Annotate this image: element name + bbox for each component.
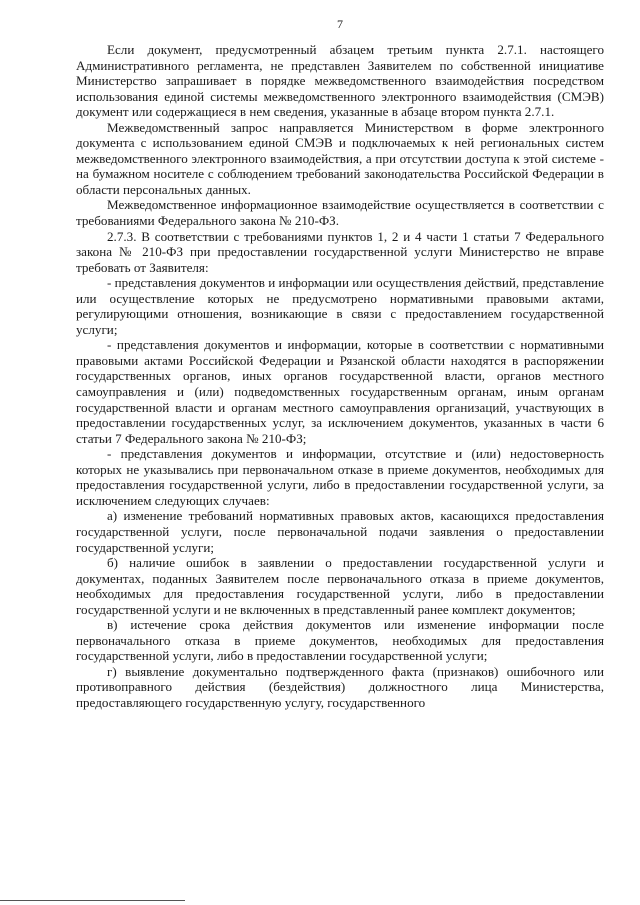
list-item-documents-in-possession: - представления документов и информации, которые в соответствии с нормативными правовыми актами Российской Федерации и Рязанской области находятся в распоряжении государственных органов, иных органов государственной власти, органов местного самоуправления и (или) подведомственных государственным органам, иным органам государственной власти и органам местного самоуправления организаций, участвующих в предоставлении государственных услуг, за исключением документов, указанных в части 6 статьи 7 Федерального закона № 210-ФЗ; [76,337,604,446]
case-v: в) истечение срока действия документов или изменение информации после первоначального отказа в приеме документов, необходимых для предоставления государственной услуги, либо в предоставлении государственной услуги; [76,617,604,664]
case-b: б) наличие ошибок в заявлении о предоставлении государственной услуги и документах, поданных Заявителем после первоначального отказа в приеме документов, необходимых для предоставления государственной услуги, либо в предоставлении государственной услуги и не включенных в представленный ранее комплект документов; [76,555,604,617]
document-body [76,42,604,711]
paragraph-2-7-3: 2.7.3. В соответствии с требованиями пунктов 1, 2 и 4 части 1 статьи 7 Федерального закона № 210-ФЗ при предоставлении государственной услуги Министерство не вправе требовать от Заявителя: [76,228,604,275]
case-g: г) выявление документально подтвержденного факта (признаков) ошибочного или противоправного действия (бездействия) должностного лица Министерства, предоставляющего государственную услугу, государственного [76,663,604,710]
page-number: 7 [337,17,343,31]
footnote-divider [0,900,185,901]
paragraph-smev-request: Если документ, предусмотренный абзацем третьим пункта 2.7.1. настоящего Административного регламента, не представлен Заявителем по собственной инициативе Министерство запрашивает в порядке межведомственного взаимодействия посредством использования единой системы межведомственного электронного взаимодействия (СМЭВ) документ или содержащиеся в нем сведения, указанные в абзаце втором пункта 2.7.1. [76,42,604,120]
list-item-not-required-actions: - представления документов и информации или осуществления действий, представление или осуществление которых не предусмотрено нормативными правовыми актами, регулирующими отношения, возникающие в связи с предоставлением государственной услуги; [76,275,604,337]
case-a: а) изменение требований нормативных правовых актов, касающихся предоставления государственной услуги, после первоначальной подачи заявления о предоставлении государственной услуги; [76,508,604,555]
list-item-documents-not-indicated: - представления документов и информации, отсутствие и (или) недостоверность которых не указывались при первоначальном отказе в приеме документов, необходимых для предоставления государственной услуги, либо в предоставлении государственной услуги, за исключением следующих случаев: [76,446,604,508]
paragraph-interagency-request: Межведомственный запрос направляется Министерством в форме электронного документа с использованием единой СМЭВ и подключаемых к ней региональных систем межведомственного электронного взаимодействия, а при отсутствии доступа к этой системе - на бумажном носителе с соблюдением требований законодательства Российской Федерации в области персональных данных. [76,119,604,197]
paragraph-interaction-law: Межведомственное информационное взаимодействие осуществляется в соответствии с требованиями Федерального закона № 210-ФЗ. [76,197,604,229]
